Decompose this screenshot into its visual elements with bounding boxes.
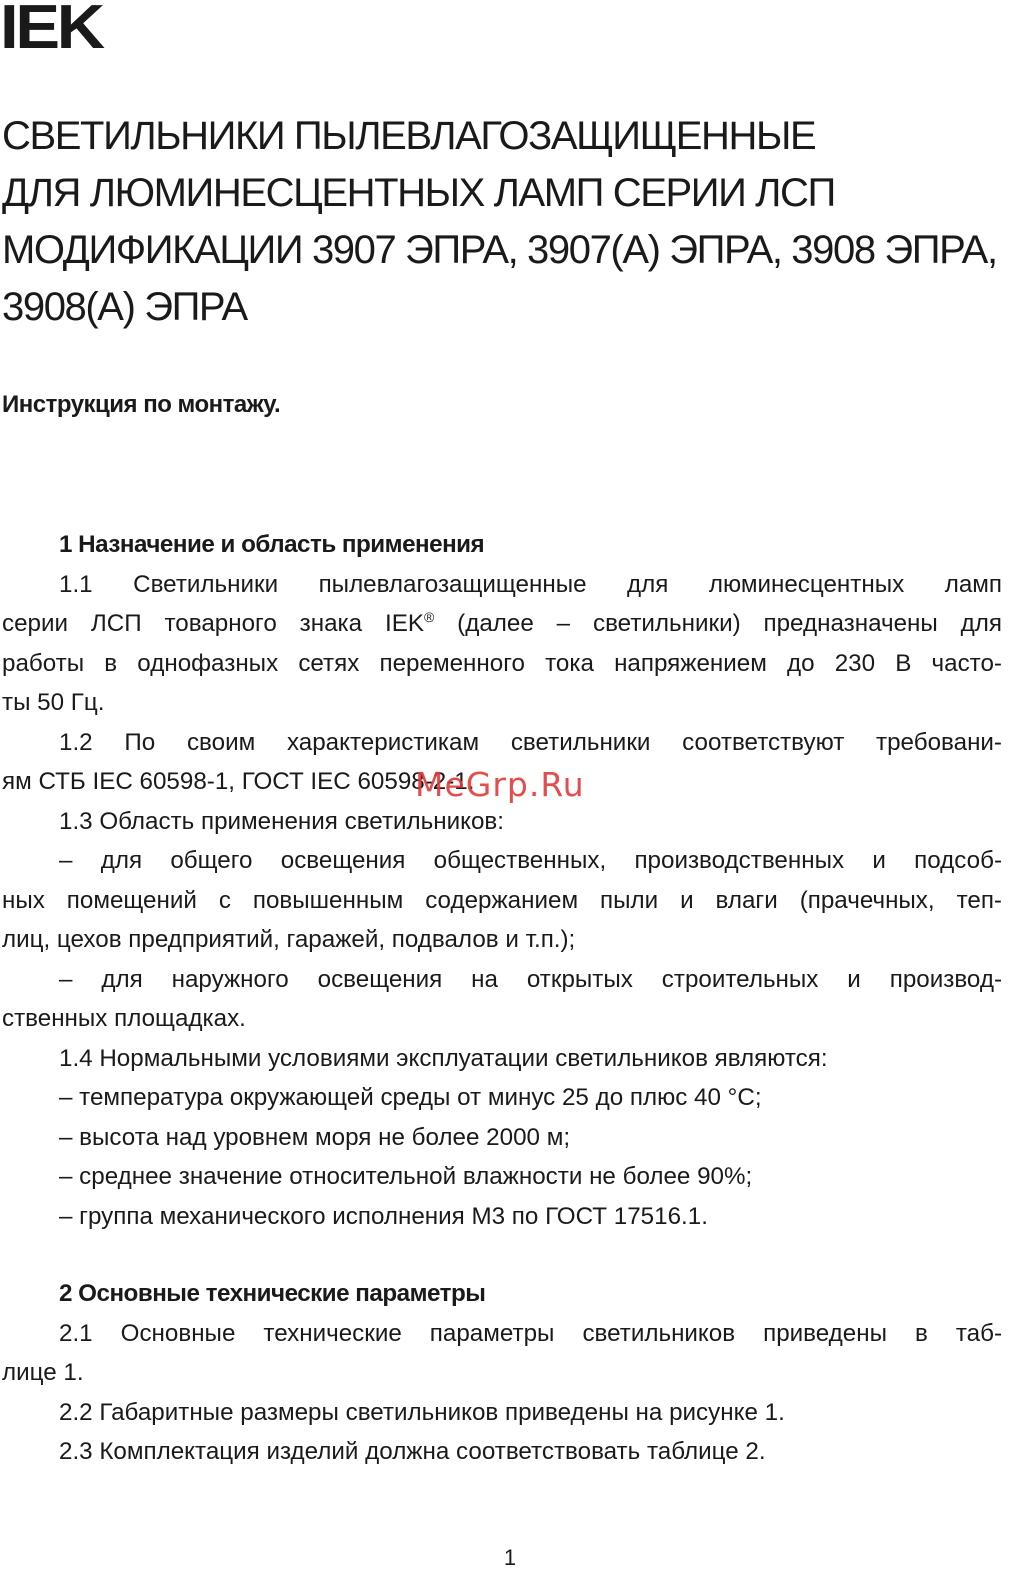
paragraph-line: 2.3 Комплектация изделий должна соответствовать таблице 2. [59, 1438, 766, 1465]
list-item: – среднее значение относительной влажности не более 90%; [59, 1163, 753, 1190]
section-heading: 1 Назначение и область применения [59, 531, 485, 558]
document-title [2, 108, 1012, 336]
list-item-line: – для наружного освещения на открытых строительных и производ- [59, 965, 1002, 993]
paragraph-line: 1.1 Светильники пылевлагозащищенные для люминесцентных ламп [59, 570, 1002, 598]
list-item-line: ных помещений с повышенным содержанием пыли и влаги (прачечных, теп- [2, 886, 1002, 914]
paragraph-line: 1.3 Область применения светильников: [59, 807, 504, 835]
paragraph-line: ты 50 Гц. [2, 689, 105, 716]
section-heading: 2 Основные технические параметры [59, 1280, 486, 1307]
paragraph-line: ям СТБ IEC 60598-1, ГОСТ IEC 60598-2-1. [2, 768, 475, 795]
paragraph-line [2, 604, 1002, 644]
title-line: СВЕТИЛЬНИКИ ПЫЛЕВЛАГОЗАЩИЩЕННЫЕ [2, 114, 816, 158]
list-item: – группа механического исполнения М3 по ГОСТ 17516.1. [59, 1202, 708, 1230]
list-item-line: ственных площадках. [2, 1005, 246, 1032]
iek-logo: IEK [0, 0, 102, 62]
paragraph-line: 2.2 Габаритные размеры светильников приведены на рисунке 1. [59, 1398, 785, 1426]
title-line: МОДИФИКАЦИИ 3907 ЭПРА, 3907(А) ЭПРА, 3908 ЭПРА, [2, 228, 997, 272]
text-run: (далее – светильники) предназначены для [434, 610, 1002, 637]
title-line: ДЛЯ ЛЮМИНЕСЦЕНТНЫХ ЛАМП СЕРИИ ЛСП [2, 171, 835, 215]
watermark: MeGrp.Ru [415, 765, 585, 804]
text-run: серии ЛСП товарного знака IEK [2, 610, 424, 637]
paragraph-line: 1.2 По своим характеристикам светильники соответствуют требовани- [59, 728, 1002, 756]
paragraph-line: 2.1 Основные технические параметры светильников приведены в таб- [59, 1319, 1002, 1347]
paragraph-line: лице 1. [2, 1359, 84, 1386]
list-item: – высота над уровнем моря не более 2000 м; [59, 1123, 571, 1151]
document-body [2, 525, 1002, 1472]
page-number: 1 [503, 1545, 517, 1570]
list-item-line: лиц, цехов предприятий, гаражей, подвалов и т.п.); [2, 926, 576, 953]
list-item-line: – для общего освещения общественных, производственных и подсоб- [59, 847, 1002, 874]
document-subtitle: Инструкция по монтажу. [2, 391, 281, 418]
paragraph-line: 1.4 Нормальными условиями эксплуатации светильников являются: [59, 1044, 828, 1072]
list-item: – температура окружающей среды от минус 25 до плюс 40 °С; [59, 1084, 762, 1111]
title-line: 3908(А) ЭПРА [2, 285, 247, 329]
section-spacer [2, 1236, 1002, 1274]
registered-mark: ® [423, 608, 435, 625]
paragraph-line: работы в однофазных сетях переменного тока напряжением до 230 В часто- [2, 649, 1002, 677]
